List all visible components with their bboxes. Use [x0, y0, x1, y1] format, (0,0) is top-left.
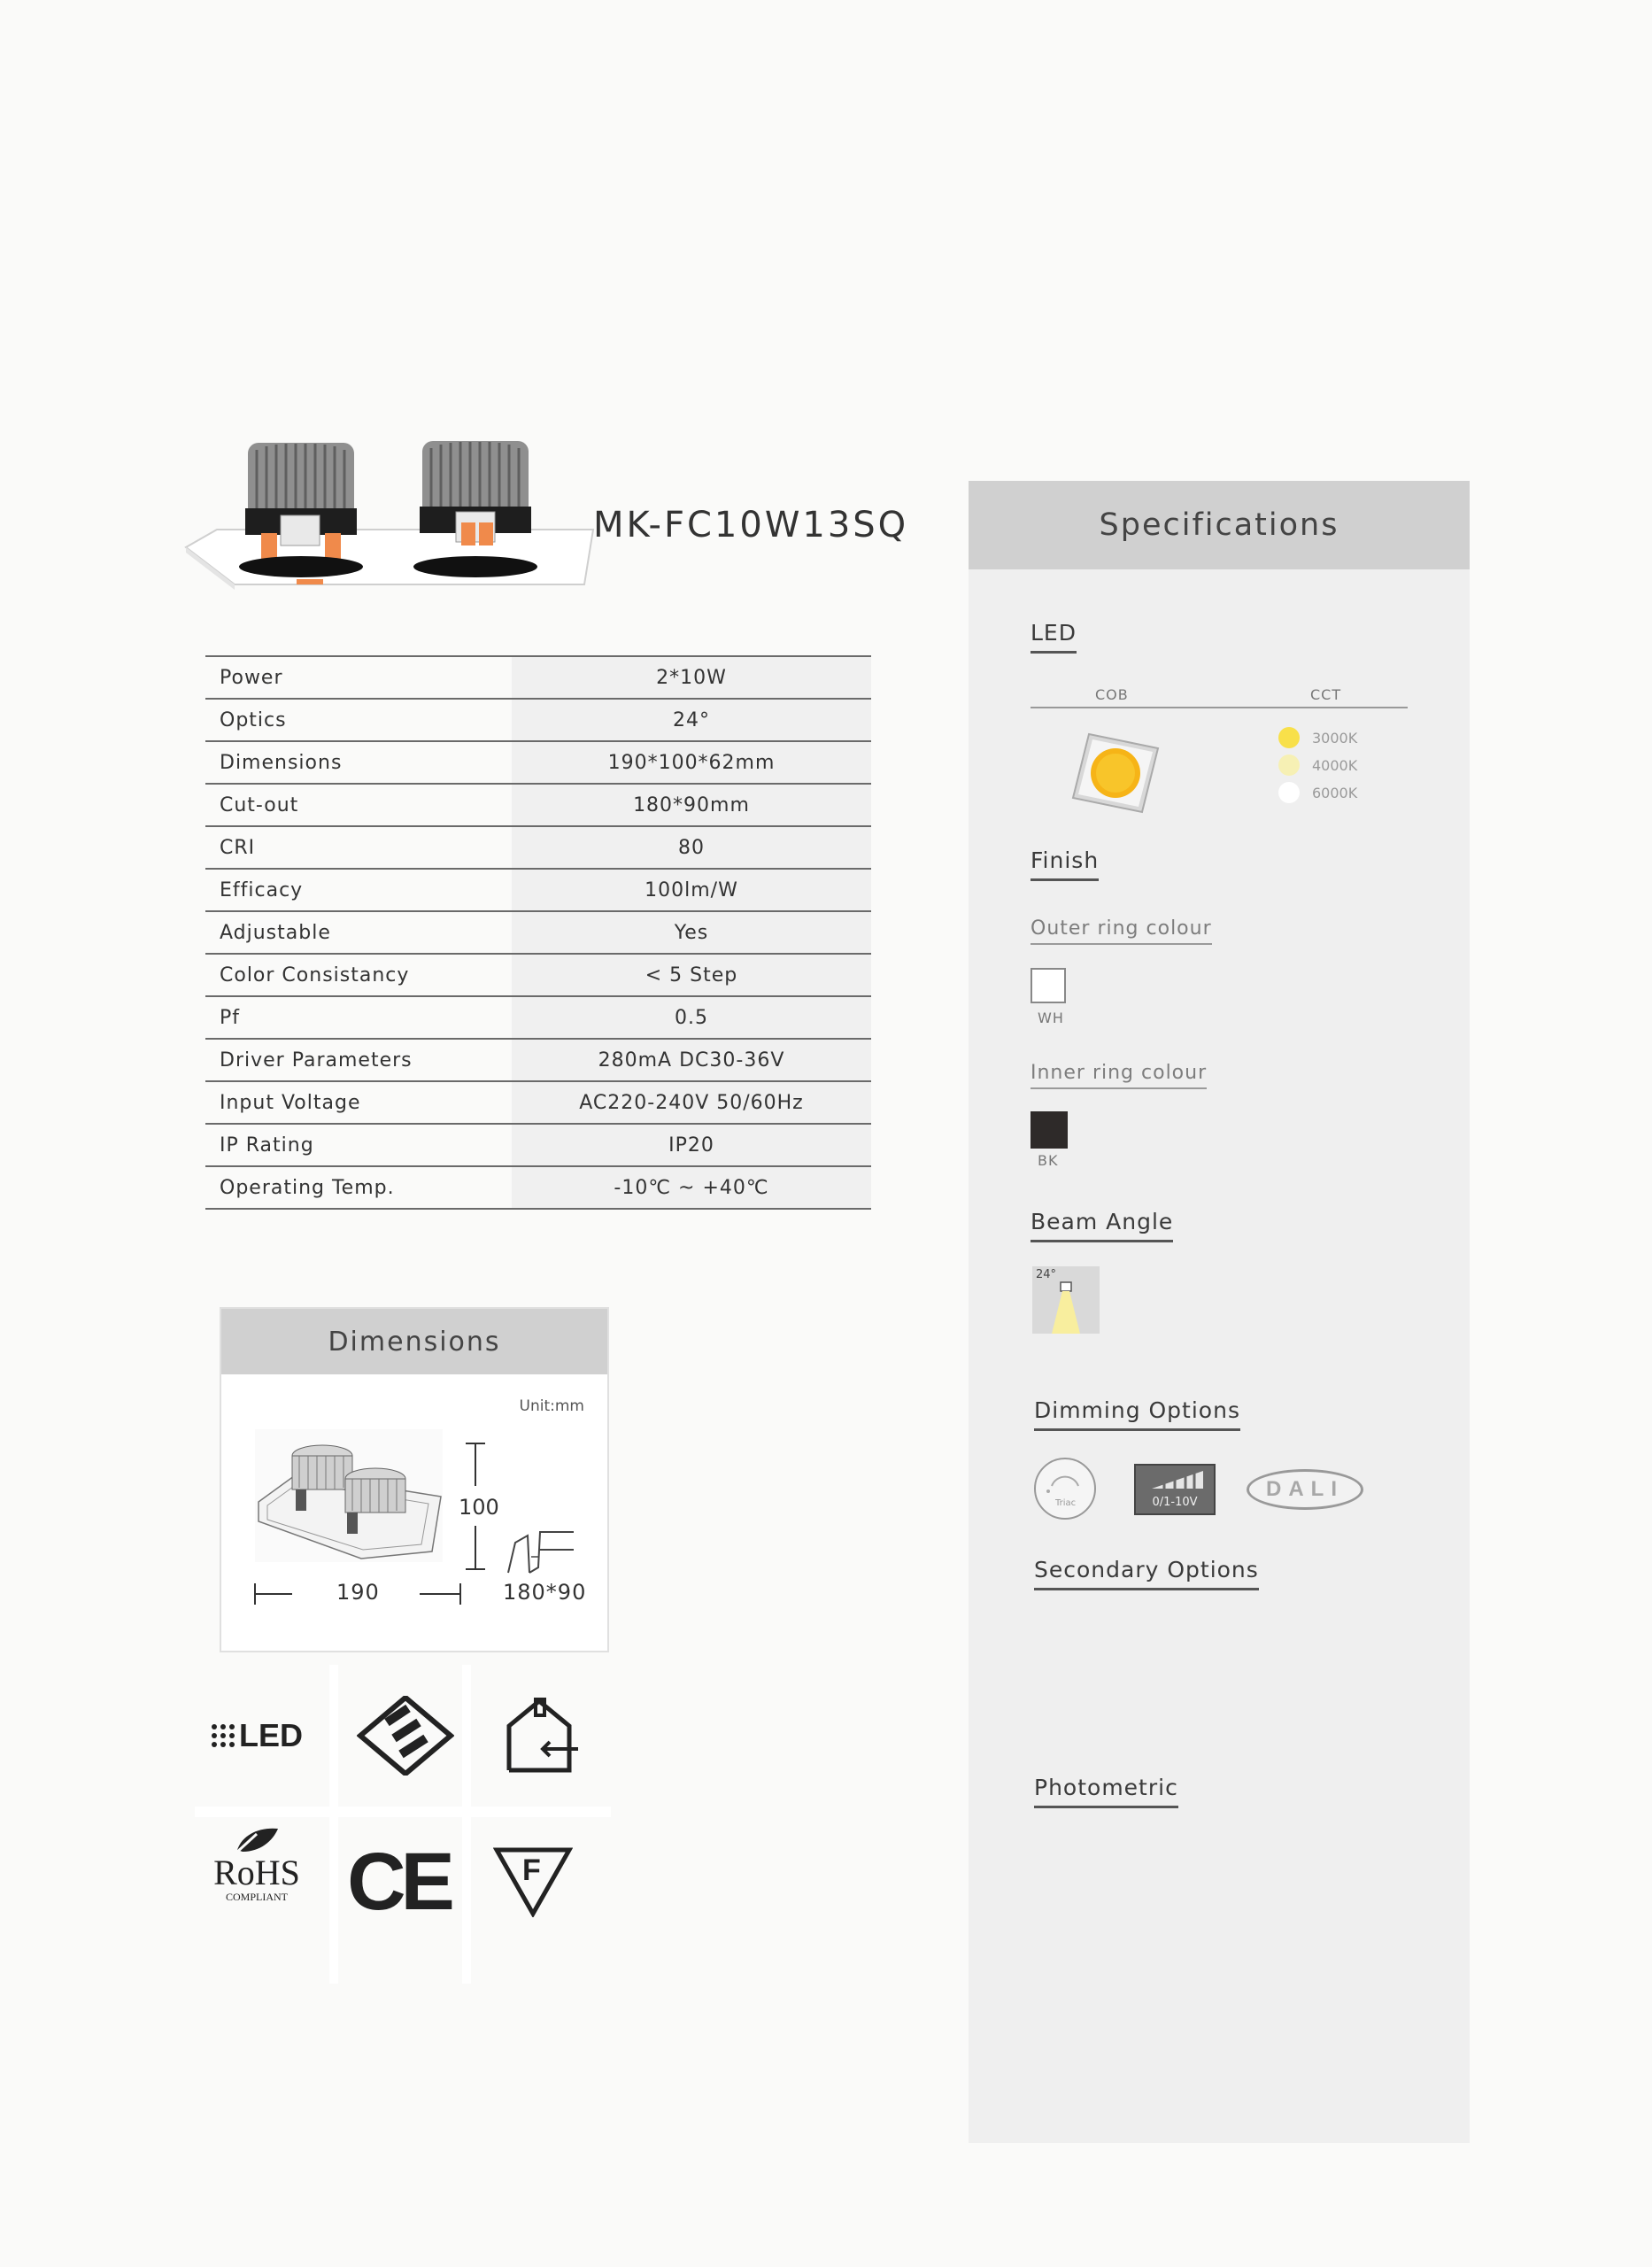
spec-row	[205, 1125, 871, 1167]
triac-icon	[1034, 1458, 1096, 1520]
ce-mark	[336, 1829, 460, 1935]
cutout-icon	[505, 1521, 577, 1576]
enec-icon	[344, 1683, 467, 1789]
spec-label: CRI	[220, 836, 256, 859]
outer-ring-code: WH	[1038, 1010, 1064, 1026]
spec-row	[205, 912, 871, 955]
rohs-text: RoHS	[213, 1852, 300, 1892]
finish-section-title: Finish	[1031, 847, 1099, 881]
led-logo-text: LED	[239, 1717, 303, 1753]
cct-label-3000k: 3000K	[1312, 729, 1358, 747]
specifications-panel	[969, 481, 1470, 2143]
spec-value: < 5 Step	[512, 955, 871, 995]
cct-label: CCT	[1310, 686, 1342, 703]
spec-label: Cut-out	[220, 793, 299, 816]
dimension-height: 100	[459, 1495, 499, 1520]
cob-chip-icon	[1066, 729, 1163, 817]
led-logo	[195, 1683, 319, 1789]
spec-label: Efficacy	[220, 878, 304, 901]
product-image	[181, 434, 598, 593]
cob-label: COB	[1095, 686, 1129, 703]
spec-row	[205, 955, 871, 997]
dimension-cutout: 180*90	[503, 1580, 587, 1605]
spec-value: -10℃ ~ +40℃	[512, 1167, 871, 1208]
spec-value: 0.5	[512, 997, 871, 1038]
specifications-title: Specifications	[969, 481, 1470, 569]
spec-label: Optics	[220, 708, 287, 731]
outer-ring-swatch	[1031, 968, 1066, 1003]
spec-value: IP20	[512, 1125, 871, 1165]
beam-angle-icon	[1032, 1266, 1100, 1334]
spec-value: Yes	[512, 912, 871, 953]
spec-value: 24°	[512, 700, 871, 740]
spec-value: 190*100*62mm	[512, 742, 871, 783]
cct-swatch-4000k	[1278, 754, 1300, 776]
rohs-subtext: COMPLIANT	[225, 1890, 288, 1903]
spec-value: 100lm/W	[512, 870, 871, 910]
led-divider	[1031, 707, 1408, 708]
spec-value: 80	[512, 827, 871, 868]
analog-dimming-icon	[1134, 1464, 1216, 1515]
spec-label: Driver Parameters	[220, 1048, 413, 1072]
model-name: MK-FC10W13SQ	[593, 505, 909, 545]
spec-row	[205, 657, 871, 700]
spec-label: IP Rating	[220, 1134, 314, 1157]
spec-label: Operating Temp.	[220, 1176, 395, 1199]
cct-option-6000k	[1278, 782, 1357, 803]
dali-label: DALI	[1266, 1477, 1344, 1501]
spec-row	[205, 870, 871, 912]
secondary-options-title: Secondary Options	[1034, 1557, 1259, 1590]
led-section-title: LED	[1031, 620, 1077, 654]
spec-row	[205, 997, 871, 1040]
inner-ring-swatch	[1031, 1111, 1068, 1149]
beam-angle-value: 24°	[1036, 1268, 1057, 1281]
spec-row	[205, 1082, 871, 1125]
analog-bars-icon	[1136, 1466, 1214, 1492]
certification-grid	[195, 1665, 611, 1984]
spec-label: Dimensions	[220, 751, 343, 774]
rohs-logo	[195, 1811, 319, 1917]
cct-swatch-3000k	[1278, 727, 1300, 748]
beam-angle-title: Beam Angle	[1031, 1209, 1173, 1242]
spec-row	[205, 700, 871, 742]
cct-swatch-6000k	[1278, 782, 1300, 803]
spec-label: Color Consistancy	[220, 963, 410, 986]
led-dots-icon	[211, 1723, 235, 1748]
spec-row	[205, 827, 871, 870]
f-mark-icon	[471, 1829, 595, 1935]
spec-value: 2*10W	[512, 657, 871, 698]
dimensions-panel	[220, 1307, 609, 1652]
inner-ring-title: Inner ring colour	[1031, 1062, 1207, 1089]
spec-value: AC220-240V 50/60Hz	[512, 1082, 871, 1123]
spec-table	[205, 655, 871, 1210]
rohs-leaf-icon	[230, 1825, 283, 1855]
inner-ring-code: BK	[1038, 1152, 1059, 1169]
cct-option-3000k	[1278, 727, 1357, 748]
dimensions-title: Dimensions	[221, 1309, 607, 1374]
dimension-drawing	[255, 1429, 443, 1562]
ce-text: CE	[347, 1836, 450, 1927]
f-mark-text: F	[522, 1853, 541, 1887]
spec-row	[205, 742, 871, 785]
spec-row	[205, 785, 871, 827]
cct-label-4000k: 4000K	[1312, 756, 1358, 774]
spec-label: Adjustable	[220, 921, 331, 944]
outer-ring-title: Outer ring colour	[1031, 917, 1212, 945]
analog-dimming-label: 0/1-10V	[1152, 1496, 1198, 1509]
triac-label: Triac	[1055, 1498, 1077, 1508]
spec-label: Input Voltage	[220, 1091, 361, 1114]
cct-label-6000k: 6000K	[1312, 784, 1358, 801]
dimension-width: 190	[336, 1580, 380, 1605]
dimensions-unit: Unit:mm	[519, 1397, 584, 1415]
dali-icon	[1247, 1469, 1363, 1510]
spec-value: 280mA DC30-36V	[512, 1040, 871, 1080]
spec-value: 180*90mm	[512, 785, 871, 825]
spec-label: Pf	[220, 1006, 241, 1029]
indoor-use-icon	[478, 1683, 602, 1789]
spec-label: Power	[220, 666, 283, 689]
cct-option-4000k	[1278, 754, 1357, 776]
dimming-options-title: Dimming Options	[1034, 1397, 1240, 1431]
photometric-title: Photometric	[1034, 1775, 1178, 1808]
spec-row	[205, 1040, 871, 1082]
spec-row	[205, 1167, 871, 1210]
triac-dial-icon	[1036, 1459, 1094, 1518]
